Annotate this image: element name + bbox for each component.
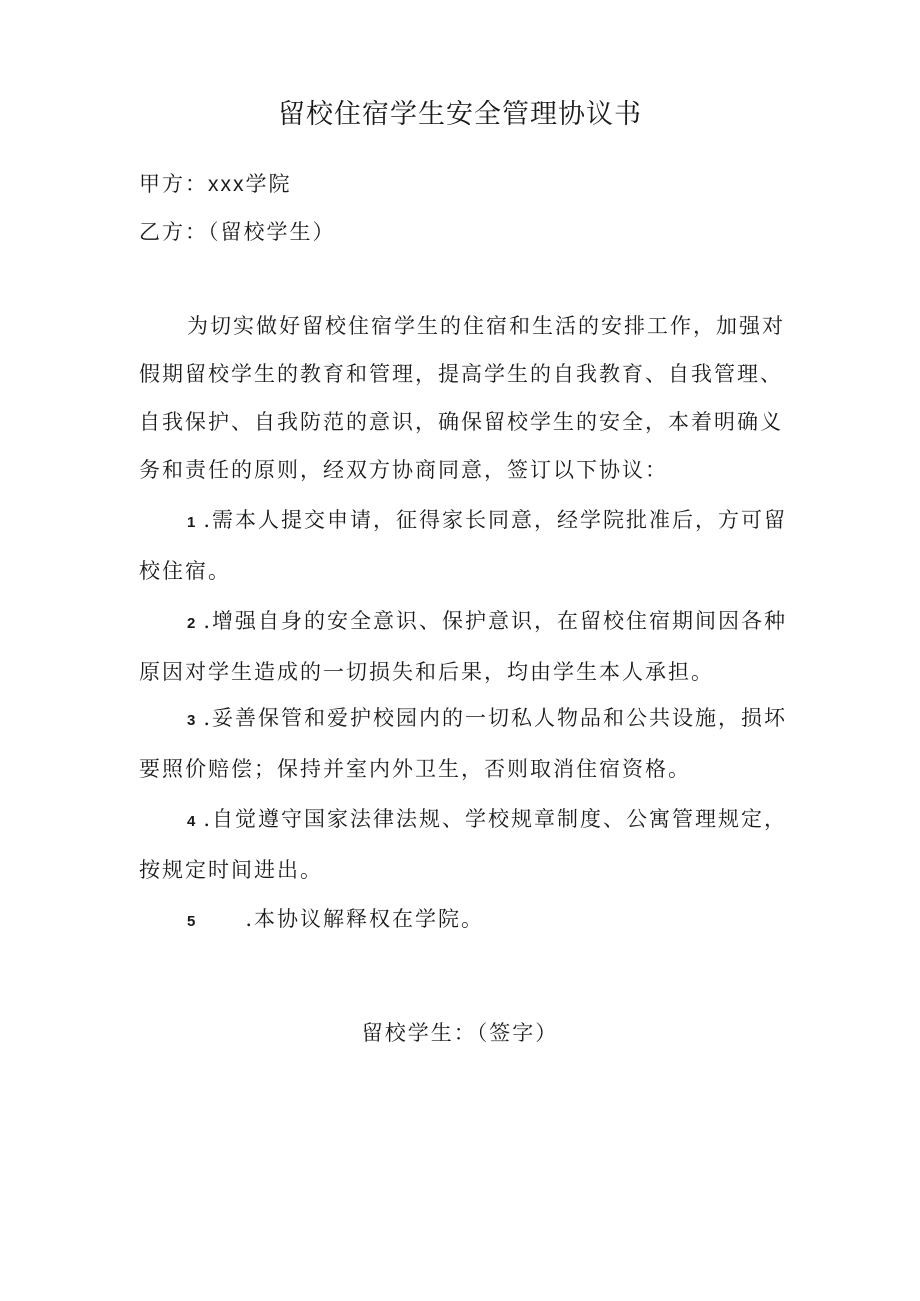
party-b-name: （留校学生）: [208, 220, 336, 244]
party-b-label: 乙方：: [139, 220, 208, 244]
intro-paragraph: 为切实做好留校住宿学生的住宿和生活的安排工作，加强对假期留校学生的教育和管理，提高学生的自我教育、自我管理、自我保护、自我防范的意识，确保留校学生的安全，本着明确义务和责任的原则，经双方协商同意，签订以下协议：: [139, 314, 785, 482]
clause-text: .自觉遵守国家法律法规、学校规章制度、公寓管理规定，按规定时间进出。: [139, 807, 788, 882]
party-a-name-suffix: 学院: [245, 172, 292, 196]
clause-1: [139, 496, 789, 595]
clause-4: [139, 795, 789, 894]
document-title: 留校住宿学生安全管理协议书: [278, 99, 642, 130]
clause-number: 4: [187, 813, 196, 830]
signature-line: 留校学生：（签字）: [361, 1021, 559, 1045]
clause-text: .本协议解释权在学院。: [245, 907, 485, 931]
party-a-label: 甲方：: [139, 172, 208, 196]
party-a-line: [139, 168, 292, 198]
clause-number: 2: [187, 615, 196, 632]
clause-number: 5: [187, 913, 196, 930]
party-b-line: [139, 216, 336, 246]
clause-2: [139, 597, 789, 696]
clause-text: .增强自身的安全意识、保护意识，在留校住宿期间因各种原因对学生造成的一切损失和后果，均由学生本人承担。: [139, 609, 788, 684]
clause-3: [139, 694, 789, 793]
clause-text: .妥善保管和爱护校园内的一切私人物品和公共设施，损坏要照价赔偿；保持并室内外卫生，否则取消住宿资格。: [139, 706, 788, 781]
party-a-name-prefix: xxx: [208, 173, 246, 196]
clause-text: .需本人提交申请，征得家长同意，经学院批准后，方可留校住宿。: [139, 508, 788, 583]
clause-5: [139, 895, 789, 946]
clause-number: 3: [187, 712, 196, 729]
clause-number: 1: [187, 514, 196, 531]
